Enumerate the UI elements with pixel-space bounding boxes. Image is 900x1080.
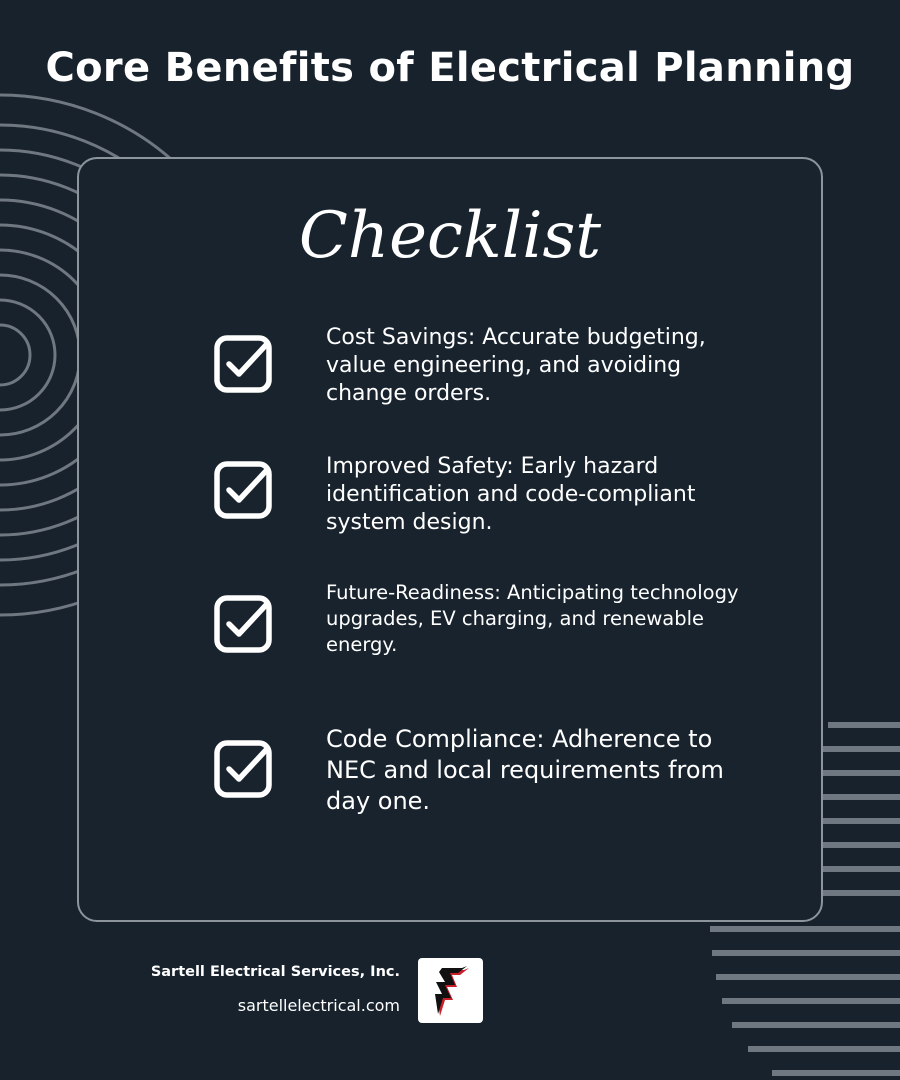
checkbox-checked-icon (213, 739, 273, 799)
checklist-item-text: Improved Safety: Early hazard identification and code-compliant system design. (326, 454, 696, 535)
checkbox-checked-icon (213, 594, 273, 654)
checklist-item-improved-safety (213, 450, 773, 545)
checklist-item-text: Code Compliance: Adherence to NEC and local requirements from day one. (326, 725, 724, 815)
card-heading: Checklist (298, 199, 602, 273)
lightning-bolt-logo-icon (418, 958, 483, 1023)
checklist-item-future-readiness (213, 580, 773, 665)
checklist-item-code-compliance (213, 722, 773, 822)
checklist-item-text: Cost Savings: Accurate budgeting, value engineering, and avoiding change orders. (326, 325, 706, 406)
company-logo (418, 958, 483, 1023)
checkbox-checked-icon (213, 460, 273, 520)
page-title: Core Benefits of Electrical Planning (45, 45, 855, 91)
company-website: sartellelectrical.com (237, 996, 400, 1015)
company-name: Sartell Electrical Services, Inc. (150, 964, 400, 980)
checklist-item-text: Future-Readiness: Anticipating technology upgrades, EV charging, and renewable energy. (326, 581, 739, 656)
checklist-item-cost-savings (213, 322, 773, 417)
checkbox-checked-icon (213, 334, 273, 394)
